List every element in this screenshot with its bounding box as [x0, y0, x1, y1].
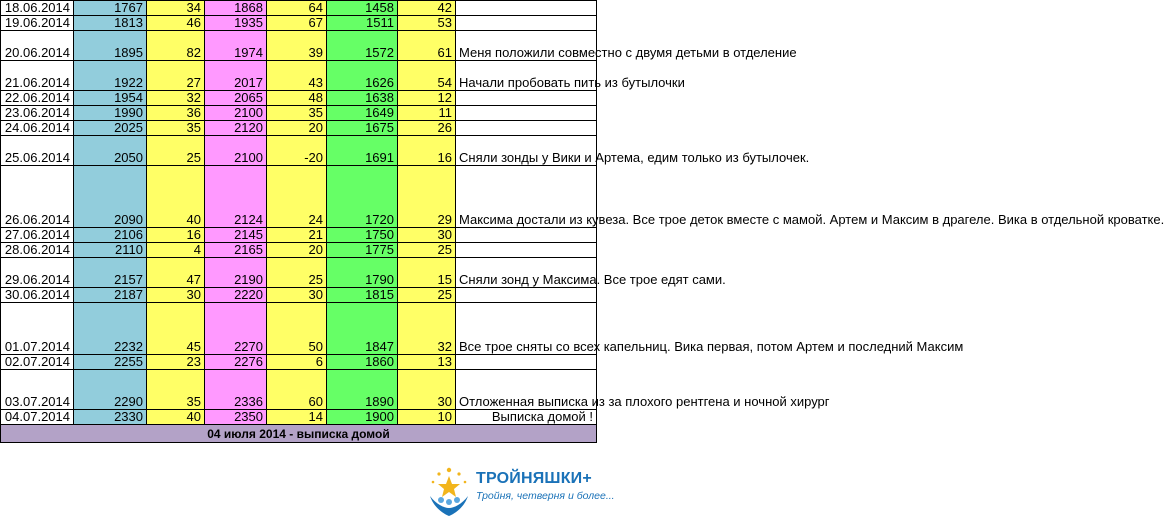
- note-cell: Максима достали из кувеза. Все трое деток вместе с мамой. Артем и Максим в драгеле. Вика в отдельной кроватке.: [456, 166, 597, 228]
- table-row: [1, 136, 597, 166]
- gain-cell-yellow: 30: [267, 288, 327, 303]
- value-cell-green: 1638: [327, 91, 398, 106]
- note-cell: [456, 16, 597, 31]
- table-row: [1, 1, 597, 16]
- gain-cell-yellow: 27: [147, 61, 205, 91]
- table-row: [1, 355, 597, 370]
- note-cell: [456, 243, 597, 258]
- value-cell-blue: 1813: [74, 16, 147, 31]
- gain-cell-yellow: 30: [147, 288, 205, 303]
- gain-cell-yellow: 24: [267, 166, 327, 228]
- note-cell: Выписка домой !: [456, 410, 597, 425]
- note-cell: [456, 228, 597, 243]
- value-cell-pink: 2165: [205, 243, 267, 258]
- value-cell-blue: 2106: [74, 228, 147, 243]
- value-cell-green: 1860: [327, 355, 398, 370]
- gain-cell-yellow: 25: [147, 136, 205, 166]
- value-cell-pink: 2350: [205, 410, 267, 425]
- date-cell: 20.06.2014: [1, 31, 74, 61]
- note-cell: [456, 121, 597, 136]
- gain-cell-yellow: 13: [398, 355, 456, 370]
- value-cell-blue: 1990: [74, 106, 147, 121]
- gain-cell-yellow: 14: [267, 410, 327, 425]
- gain-cell-yellow: 21: [267, 228, 327, 243]
- date-cell: 25.06.2014: [1, 136, 74, 166]
- value-cell-pink: 2270: [205, 303, 267, 355]
- gain-cell-yellow: 61: [398, 31, 456, 61]
- value-cell-pink: 1974: [205, 31, 267, 61]
- note-cell: [456, 106, 597, 121]
- value-cell-green: 1511: [327, 16, 398, 31]
- value-cell-blue: 2110: [74, 243, 147, 258]
- gain-cell-yellow: 30: [398, 228, 456, 243]
- value-cell-green: 1775: [327, 243, 398, 258]
- value-cell-pink: 2100: [205, 106, 267, 121]
- gain-cell-yellow: 64: [267, 1, 327, 16]
- table-row: [1, 31, 597, 61]
- value-cell-blue: 2330: [74, 410, 147, 425]
- value-cell-pink: 2220: [205, 288, 267, 303]
- gain-cell-yellow: 20: [267, 243, 327, 258]
- note-cell: [456, 355, 597, 370]
- gain-cell-yellow: 35: [147, 370, 205, 410]
- date-cell: 18.06.2014: [1, 1, 74, 16]
- date-cell: 02.07.2014: [1, 355, 74, 370]
- value-cell-pink: 2124: [205, 166, 267, 228]
- table-row: [1, 16, 597, 31]
- date-cell: 23.06.2014: [1, 106, 74, 121]
- gain-cell-yellow: 32: [398, 303, 456, 355]
- value-cell-blue: 1922: [74, 61, 147, 91]
- gain-cell-yellow: 29: [398, 166, 456, 228]
- family-star-icon: [424, 462, 474, 518]
- note-cell: Начали пробовать пить из бутылочки: [456, 61, 597, 91]
- table-row: [1, 61, 597, 91]
- value-cell-pink: 2145: [205, 228, 267, 243]
- discharge-banner: 04 июля 2014 - выписка домой: [1, 425, 597, 443]
- value-cell-pink: 1868: [205, 1, 267, 16]
- gain-cell-yellow: 25: [398, 243, 456, 258]
- table-row: [1, 288, 597, 303]
- table-row: [1, 228, 597, 243]
- gain-cell-yellow: 4: [147, 243, 205, 258]
- gain-cell-yellow: 10: [398, 410, 456, 425]
- gain-cell-yellow: 16: [398, 136, 456, 166]
- gain-cell-yellow: 16: [147, 228, 205, 243]
- date-cell: 22.06.2014: [1, 91, 74, 106]
- value-cell-blue: 1895: [74, 31, 147, 61]
- table-row: [1, 370, 597, 410]
- note-cell: Все трое сняты со всех капельниц. Вика первая, потом Артем и последний Максим: [456, 303, 597, 355]
- value-cell-green: 1900: [327, 410, 398, 425]
- gain-cell-yellow: 6: [267, 355, 327, 370]
- value-cell-green: 1790: [327, 258, 398, 288]
- gain-cell-yellow: 50: [267, 303, 327, 355]
- gain-cell-yellow: 40: [147, 410, 205, 425]
- gain-cell-yellow: 36: [147, 106, 205, 121]
- date-cell: 27.06.2014: [1, 228, 74, 243]
- value-cell-green: 1691: [327, 136, 398, 166]
- value-cell-green: 1750: [327, 228, 398, 243]
- value-cell-green: 1572: [327, 31, 398, 61]
- gain-cell-yellow: 39: [267, 31, 327, 61]
- gain-cell-yellow: 54: [398, 61, 456, 91]
- gain-cell-yellow: 42: [398, 1, 456, 16]
- date-cell: 21.06.2014: [1, 61, 74, 91]
- gain-cell-yellow: 45: [147, 303, 205, 355]
- value-cell-green: 1890: [327, 370, 398, 410]
- gain-cell-yellow: 32: [147, 91, 205, 106]
- note-cell: [456, 288, 597, 303]
- date-cell: 29.06.2014: [1, 258, 74, 288]
- value-cell-green: 1649: [327, 106, 398, 121]
- table-row: [1, 303, 597, 355]
- value-cell-blue: 2255: [74, 355, 147, 370]
- note-cell: [456, 91, 597, 106]
- value-cell-blue: 2050: [74, 136, 147, 166]
- value-cell-green: 1626: [327, 61, 398, 91]
- table-row: [1, 410, 597, 425]
- table-row: [1, 91, 597, 106]
- note-cell: Меня положили совместно с двумя детьми в отделение: [456, 31, 597, 61]
- gain-cell-yellow: 15: [398, 258, 456, 288]
- value-cell-pink: 2120: [205, 121, 267, 136]
- note-cell: Отложенная выписка из за плохого рентгена и ночной хирург: [456, 370, 597, 410]
- brand-tagline: Тройня, четверня и более...: [476, 490, 615, 502]
- value-cell-pink: 2065: [205, 91, 267, 106]
- gain-cell-yellow: 26: [398, 121, 456, 136]
- note-cell: Сняли зонды у Вики и Артема, едим только из бутылочек.: [456, 136, 597, 166]
- gain-cell-yellow: 35: [267, 106, 327, 121]
- note-cell: [456, 1, 597, 16]
- value-cell-green: 1847: [327, 303, 398, 355]
- table-row: [1, 166, 597, 228]
- gain-cell-yellow: 40: [147, 166, 205, 228]
- date-cell: 26.06.2014: [1, 166, 74, 228]
- table-row: [1, 243, 597, 258]
- gain-cell-yellow: 30: [398, 370, 456, 410]
- gain-cell-yellow: 34: [147, 1, 205, 16]
- gain-cell-yellow: 48: [267, 91, 327, 106]
- brand-name: ТРОЙНЯШКИ+: [476, 470, 592, 487]
- value-cell-blue: 2157: [74, 258, 147, 288]
- footer-row: [1, 425, 597, 443]
- note-cell: Сняли зонд у Максима. Все трое едят сами.: [456, 258, 597, 288]
- gain-cell-yellow: 67: [267, 16, 327, 31]
- value-cell-green: 1458: [327, 1, 398, 16]
- value-cell-blue: 2290: [74, 370, 147, 410]
- gain-cell-yellow: 35: [147, 121, 205, 136]
- table-row: [1, 258, 597, 288]
- value-cell-blue: 2025: [74, 121, 147, 136]
- value-cell-pink: 2100: [205, 136, 267, 166]
- gain-cell-yellow: 53: [398, 16, 456, 31]
- value-cell-pink: 2017: [205, 61, 267, 91]
- gain-cell-yellow: 23: [147, 355, 205, 370]
- value-cell-green: 1720: [327, 166, 398, 228]
- gain-cell-yellow: 47: [147, 258, 205, 288]
- gain-cell-yellow: 20: [267, 121, 327, 136]
- date-cell: 24.06.2014: [1, 121, 74, 136]
- value-cell-blue: 1954: [74, 91, 147, 106]
- value-cell-pink: 2190: [205, 258, 267, 288]
- value-cell-blue: 1767: [74, 1, 147, 16]
- table-row: [1, 121, 597, 136]
- gain-cell-yellow: 43: [267, 61, 327, 91]
- gain-cell-yellow: -20: [267, 136, 327, 166]
- value-cell-blue: 2232: [74, 303, 147, 355]
- gain-cell-yellow: 12: [398, 91, 456, 106]
- value-cell-blue: 2187: [74, 288, 147, 303]
- table-row: [1, 106, 597, 121]
- gain-cell-yellow: 11: [398, 106, 456, 121]
- value-cell-pink: 2276: [205, 355, 267, 370]
- gain-cell-yellow: 46: [147, 16, 205, 31]
- value-cell-green: 1815: [327, 288, 398, 303]
- date-cell: 03.07.2014: [1, 370, 74, 410]
- date-cell: 01.07.2014: [1, 303, 74, 355]
- logo: [424, 462, 615, 518]
- date-cell: 19.06.2014: [1, 16, 74, 31]
- gain-cell-yellow: 60: [267, 370, 327, 410]
- date-cell: 04.07.2014: [1, 410, 74, 425]
- value-cell-blue: 2090: [74, 166, 147, 228]
- date-cell: 30.06.2014: [1, 288, 74, 303]
- value-cell-pink: 2336: [205, 370, 267, 410]
- gain-cell-yellow: 25: [398, 288, 456, 303]
- date-cell: 28.06.2014: [1, 243, 74, 258]
- gain-cell-yellow: 82: [147, 31, 205, 61]
- value-cell-pink: 1935: [205, 16, 267, 31]
- gain-cell-yellow: 25: [267, 258, 327, 288]
- value-cell-green: 1675: [327, 121, 398, 136]
